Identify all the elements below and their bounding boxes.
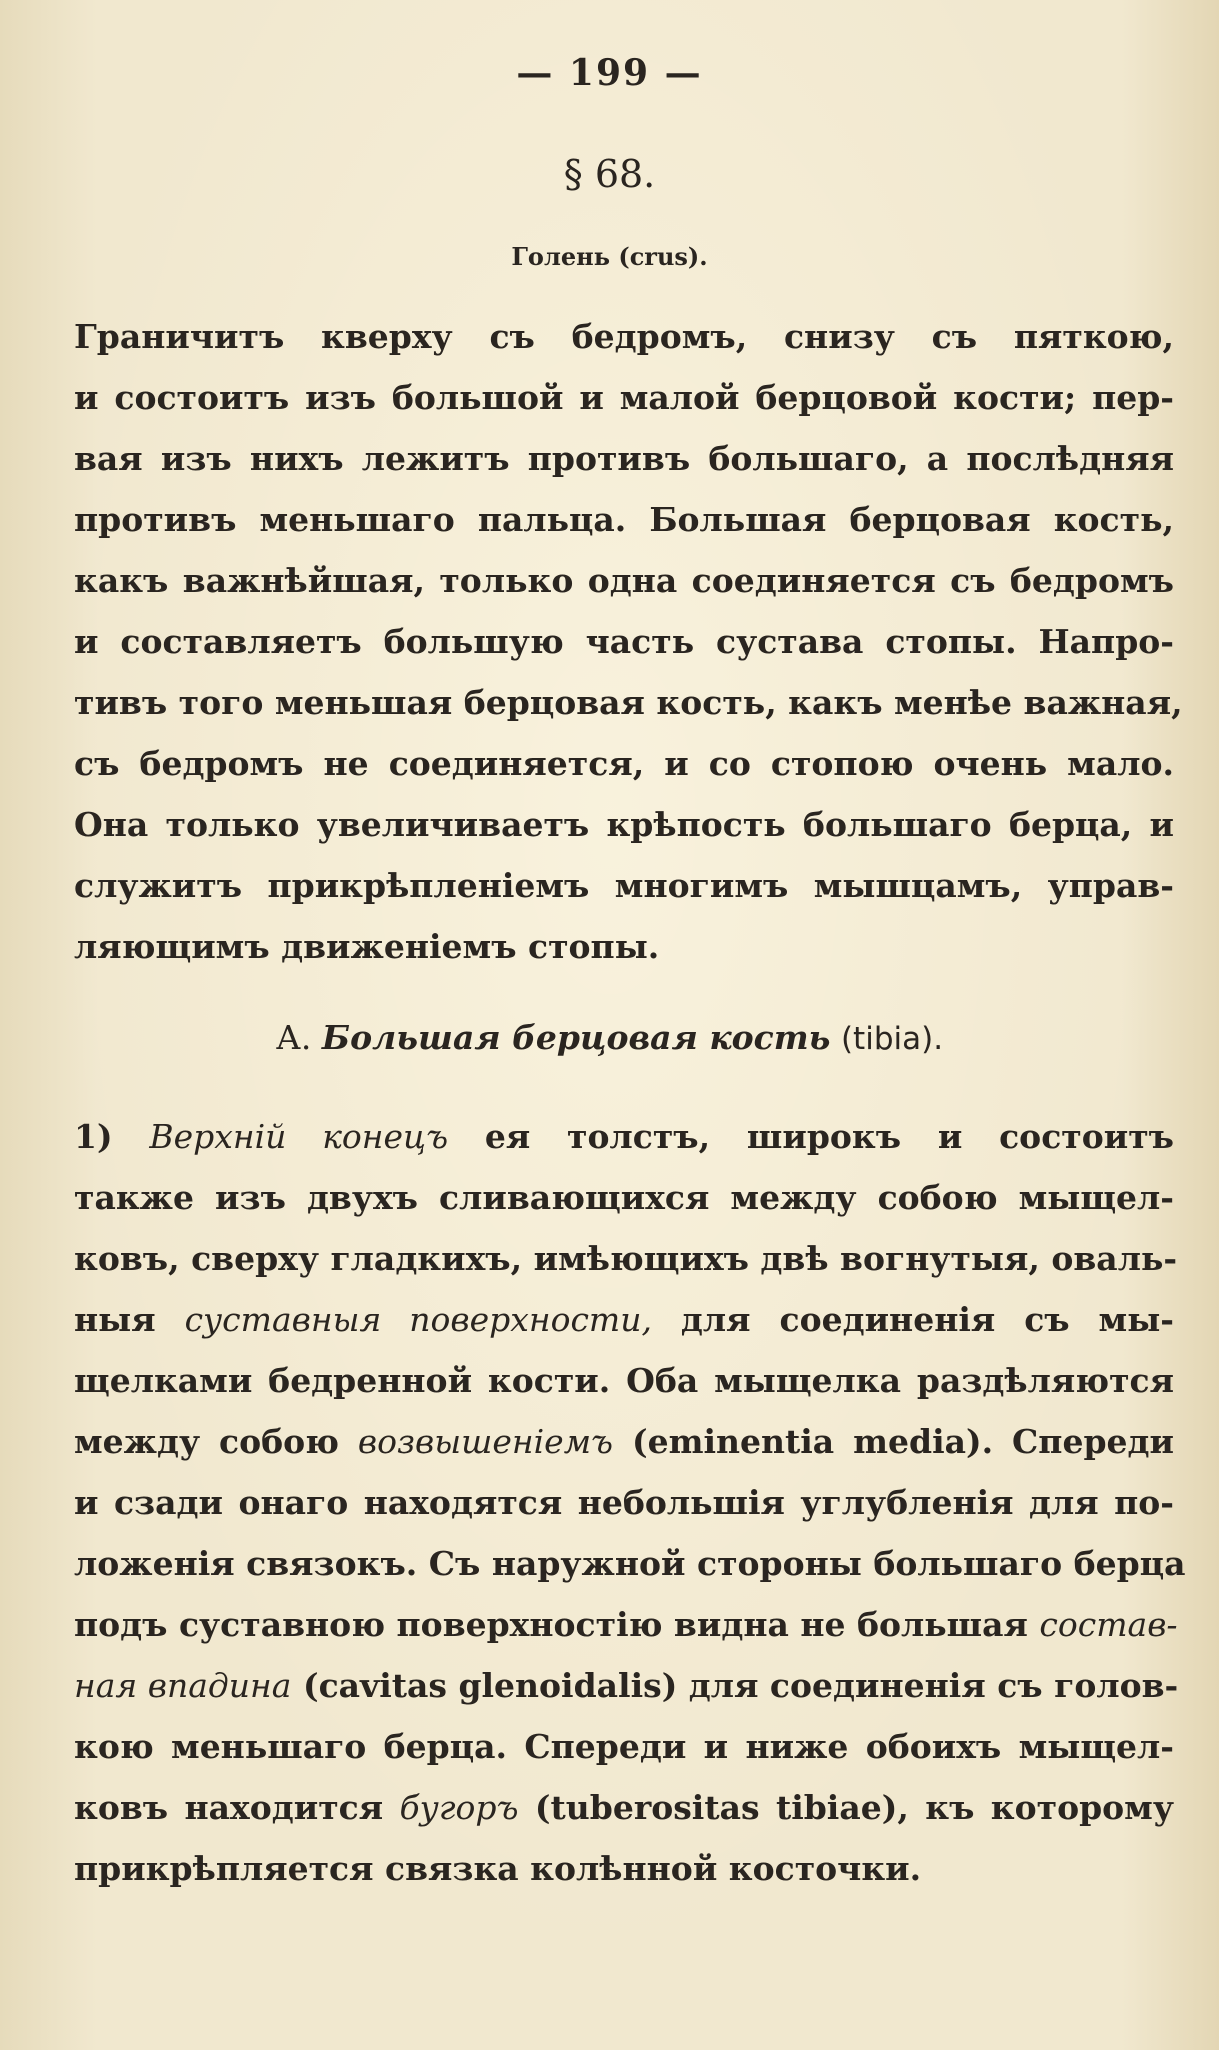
term-italic: Верхній конецъ [149, 1117, 449, 1156]
text-line: между собою возвышеніемъ (eminentia media). Спереди [74, 1422, 1174, 1461]
section-title: Голень (crus). [511, 242, 708, 271]
term-italic: состав- [1039, 1605, 1178, 1644]
term-italic: ная впадина [74, 1666, 292, 1705]
term-italic: суставныя поверхности, [184, 1300, 652, 1339]
section-number: § 68. [563, 152, 656, 196]
text-line: ная впадина (cavitas glenoidalis) для соединенія съ голов- [74, 1666, 1179, 1705]
paragraph-intro [74, 306, 1183, 977]
subheading-latin: (tibia). [840, 1021, 944, 1057]
text-line: и сзади онаго находятся небольшія углубленія для по- [74, 1483, 1174, 1522]
text-line: вая изъ нихъ лежитъ противъ большаго, а послѣдняя [74, 439, 1174, 478]
text-line: 1) Верхній конецъ ея толстъ, широкъ и состоитъ [74, 1117, 1174, 1156]
paragraph-upper-end [74, 1106, 1186, 1899]
text-line: кою меньшаго берца. Спереди и ниже обоихъ мыщел- [74, 1727, 1174, 1766]
text-line: какъ важнѣйшая, только одна соединяется съ бедромъ [74, 561, 1174, 600]
text-line: ковъ находится бугоръ (tuberositas tibiae), къ которому [74, 1788, 1174, 1827]
subheading-letter: А. [275, 1018, 312, 1057]
text-line: ковъ, сверху гладкихъ, имѣющихъ двѣ вогнутыя, оваль- [74, 1239, 1178, 1278]
text-line: съ бедромъ не соединяется, и со стопою очень мало. [74, 744, 1174, 783]
text-line: противъ меньшаго пальца. Большая берцовая кость, [74, 500, 1174, 539]
text-line: тивъ того меньшая берцовая кость, какъ менѣе важная, [74, 683, 1183, 722]
text-line: ныя суставныя поверхности, для соединенія съ мы- [74, 1300, 1174, 1339]
subheading-tibia [0, 1018, 1219, 1057]
text-line: и составляетъ большую часть сустава стопы. Напро- [74, 622, 1174, 661]
term-italic: бугоръ [399, 1788, 519, 1827]
text-line: служитъ прикрѣпленіемъ многимъ мышцамъ, управ- [74, 866, 1174, 905]
subheading-title: Большая берцовая кость [321, 1018, 831, 1057]
term-italic: возвышеніемъ [357, 1422, 614, 1461]
text-line: щелками бедренной кости. Оба мыщелка раздѣляются [74, 1361, 1174, 1400]
text-line: Граничитъ кверху съ бедромъ, снизу съ пяткою, [74, 317, 1174, 356]
text-line: и состоитъ изъ большой и малой берцовой кости; пер- [74, 378, 1174, 417]
text-line: также изъ двухъ сливающихся между собою мыщел- [74, 1178, 1174, 1217]
text-line: прикрѣпляется связка колѣнной косточки. [74, 1849, 922, 1888]
text-line: Она только увеличиваетъ крѣпость большаго берца, и [74, 805, 1174, 844]
text-line: подъ суставною поверхностію видна не большая состав- [74, 1605, 1178, 1644]
text-line: ложенія связокъ. Съ наружной стороны большаго берца [74, 1544, 1186, 1583]
page-number: — 199 — [516, 52, 703, 94]
text-line: ляющимъ движеніемъ стопы. [74, 927, 660, 966]
